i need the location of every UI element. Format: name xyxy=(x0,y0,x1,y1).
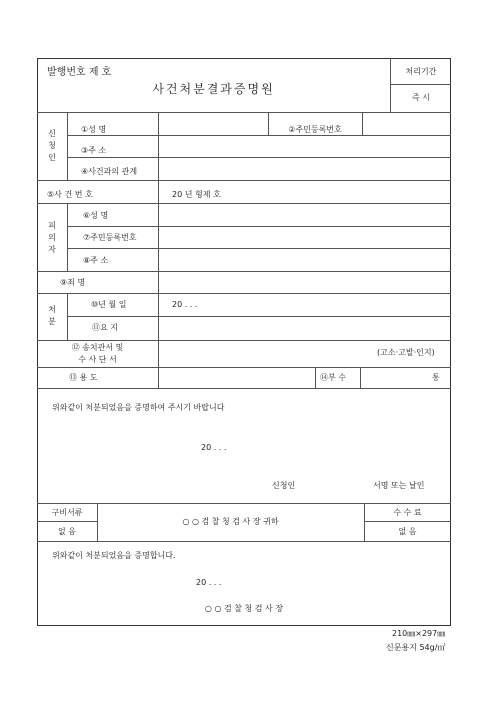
row-line xyxy=(37,521,97,522)
col-line xyxy=(158,340,159,367)
charge-field[interactable] xyxy=(159,272,450,292)
row-line xyxy=(37,180,451,181)
row-line xyxy=(37,388,451,389)
applicant-rrn-label: ②주민등록번호 xyxy=(288,125,342,134)
required-docs-value: 없 음 xyxy=(58,527,76,536)
certification-issuer: ○ ○ 검 찰 청 검 사 장 xyxy=(204,604,284,613)
suspect-rrn-label: ⑦주민등록번호 xyxy=(83,233,137,242)
row-line xyxy=(37,293,451,294)
applicant-signature-label: 신청인 xyxy=(272,481,296,490)
row-line xyxy=(37,541,451,542)
complaint-label-line2: 수 사 단 서 xyxy=(78,355,117,364)
certification-date: 20 . . . xyxy=(196,578,222,587)
applicant-relation-field[interactable] xyxy=(159,158,450,179)
applicant-address-field[interactable] xyxy=(159,136,450,156)
copies-unit: 통 xyxy=(432,373,440,382)
processing-period-label: 처리기간 xyxy=(405,67,437,76)
disposition-date-value: 20 . . . xyxy=(172,300,198,309)
suspect-rrn-field[interactable] xyxy=(159,227,450,247)
col-line xyxy=(158,180,159,203)
request-statement: 위와같이 처분되었음을 증명하여 주시기 바랍니다 xyxy=(52,403,225,412)
paper-size: 210㎜×297㎜ xyxy=(392,629,446,638)
col-line xyxy=(67,112,68,180)
certification-statement: 위와같이 처분되었음을 증명합니다. xyxy=(52,551,176,560)
applicant-address-label: ③주 소 xyxy=(81,146,107,155)
suspect-address-field[interactable] xyxy=(159,249,450,270)
row-line xyxy=(364,521,451,522)
charge-label: ⑨죄 명 xyxy=(60,278,86,287)
issue-number: 발행번호 제 호 xyxy=(47,67,112,78)
request-date: 20 . . . xyxy=(201,443,227,452)
purpose-label: ⑬ 용 도 xyxy=(69,373,98,382)
disposition-date-label: ⑩년 월 일 xyxy=(91,300,127,309)
paper-type: 신문용지 54g/㎡ xyxy=(386,643,446,652)
applicant-section-label: 신청인 xyxy=(48,129,56,162)
suspect-address-label: ⑧주 소 xyxy=(83,256,109,265)
suspect-name-field[interactable] xyxy=(159,204,450,225)
complaint-value: (고소·고발·인지) xyxy=(377,348,435,357)
col-line xyxy=(315,367,316,388)
disposition-section-label: 처분 xyxy=(48,305,56,326)
header-divider xyxy=(390,84,451,85)
form-title: 사건처분결과증명원 xyxy=(152,82,275,96)
applicant-rrn-field[interactable] xyxy=(363,113,450,134)
disposition-summary-label: ⑪요 지 xyxy=(92,323,118,332)
suspect-section-label: 피의자 xyxy=(48,221,56,254)
applicant-name-label: ①성 명 xyxy=(81,125,107,134)
applicant-relation-label: ④사건과의 관계 xyxy=(81,167,138,176)
purpose-field[interactable] xyxy=(159,368,314,387)
complaint-label-line1: ⑫ 송치관서 및 xyxy=(71,343,124,352)
case-number-label: ⑤사 건 번 호 xyxy=(47,190,93,199)
suspect-name-label: ⑥성 명 xyxy=(83,211,109,220)
required-docs-label: 구비서류 xyxy=(51,508,83,517)
applicant-name-field[interactable] xyxy=(159,113,267,134)
disposition-summary-field[interactable] xyxy=(159,317,450,339)
case-number-value: 20 년 형제 호 xyxy=(172,190,221,199)
sign-or-seal-label: 서명 또는 날인 xyxy=(373,481,425,490)
copies-label: ⑭부 수 xyxy=(320,373,346,382)
fee-value: 없 음 xyxy=(398,527,417,536)
processing-period-value: 즉 시 xyxy=(412,93,430,102)
col-line xyxy=(67,203,68,271)
col-line xyxy=(360,367,361,388)
row-line xyxy=(37,340,451,341)
request-addressee: ○ ○ 검 찰 청 검 사 장 귀하 xyxy=(182,517,279,526)
fee-label: 수 수 료 xyxy=(393,508,422,517)
row-line xyxy=(37,503,451,504)
